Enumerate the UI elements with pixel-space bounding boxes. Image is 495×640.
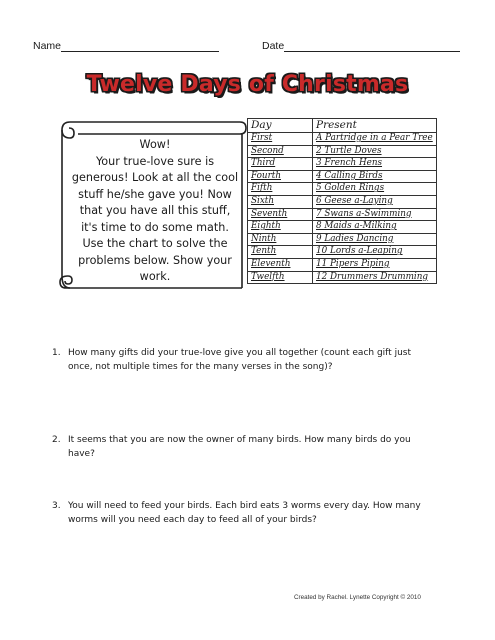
question-number: 2.: [52, 435, 61, 445]
day-cell: Third: [248, 158, 313, 171]
table-row: [248, 246, 437, 259]
copyright-footer: Created by Rachel. Lynette Copyright © 2010: [294, 594, 421, 601]
day-cell: First: [248, 133, 313, 146]
table-header-row: [248, 119, 437, 133]
days-presents-table: [247, 118, 437, 284]
present-cell: A Partridge in a Pear Tree: [313, 133, 437, 146]
day-cell: Twelfth: [248, 271, 313, 284]
table-row: [248, 133, 437, 146]
scroll-message: [70, 137, 240, 286]
present-cell: 10 Lords a-Leaping: [313, 246, 437, 259]
column-header-present: Present: [313, 119, 437, 133]
table-row: [248, 195, 437, 208]
present-cell: 4 Calling Birds: [313, 170, 437, 183]
table-row: [248, 158, 437, 171]
present-cell: 8 Maids a-Milking: [313, 221, 437, 234]
question-text: How many gifts did your true-love give you all together (count each gift just once, not multiple times for the many verses in the song)?: [68, 348, 411, 372]
question-text: You will need to feed your birds. Each bird eats 3 worms every day. How many worms will you need each day to feed all of your birds?: [68, 501, 421, 525]
table-row: [248, 208, 437, 221]
table-row: [248, 221, 437, 234]
date-label: Date: [262, 40, 285, 52]
name-label: Name: [33, 40, 62, 52]
date-field[interactable]: [262, 40, 460, 52]
day-cell: Ninth: [248, 233, 313, 246]
question-3: [52, 500, 437, 527]
question-number: 3.: [52, 501, 61, 511]
present-cell: 5 Golden Rings: [313, 183, 437, 196]
day-cell: Tenth: [248, 246, 313, 259]
scroll-body: Your true-love sure is generous! Look at all the cool stuff he/she gave you! Now that you have all this stuff, it's time to do some math. Use the chart to solve the problems below. Show your work.: [71, 154, 239, 283]
scroll-heading: Wow!: [139, 138, 171, 151]
table-row: [248, 145, 437, 158]
table-row: [248, 170, 437, 183]
table-row: [248, 233, 437, 246]
name-line[interactable]: [61, 41, 219, 52]
page-title: Twelve Days of Christmas: [86, 72, 409, 97]
day-cell: Fourth: [248, 170, 313, 183]
present-cell: 3 French Hens: [313, 158, 437, 171]
question-2: [52, 434, 437, 461]
table-row: [248, 183, 437, 196]
question-1: [52, 347, 437, 374]
table-row: [248, 258, 437, 271]
day-cell: Eighth: [248, 221, 313, 234]
date-line[interactable]: [284, 41, 460, 52]
name-field[interactable]: [33, 40, 219, 52]
day-cell: Fifth: [248, 183, 313, 196]
day-cell: Second: [248, 145, 313, 158]
day-cell: Eleventh: [248, 258, 313, 271]
question-number: 1.: [52, 348, 61, 358]
table-row: [248, 271, 437, 284]
present-cell: 2 Turtle Doves: [313, 145, 437, 158]
day-cell: Seventh: [248, 208, 313, 221]
present-cell: 11 Pipers Piping: [313, 258, 437, 271]
day-cell: Sixth: [248, 195, 313, 208]
question-text: It seems that you are now the owner of many birds. How many birds do you have?: [68, 435, 411, 459]
present-cell: 9 Ladies Dancing: [313, 233, 437, 246]
present-cell: 12 Drummers Drumming: [313, 271, 437, 284]
present-cell: 7 Swans a-Swimming: [313, 208, 437, 221]
present-cell: 6 Geese a-Laying: [313, 195, 437, 208]
column-header-day: Day: [248, 119, 313, 133]
